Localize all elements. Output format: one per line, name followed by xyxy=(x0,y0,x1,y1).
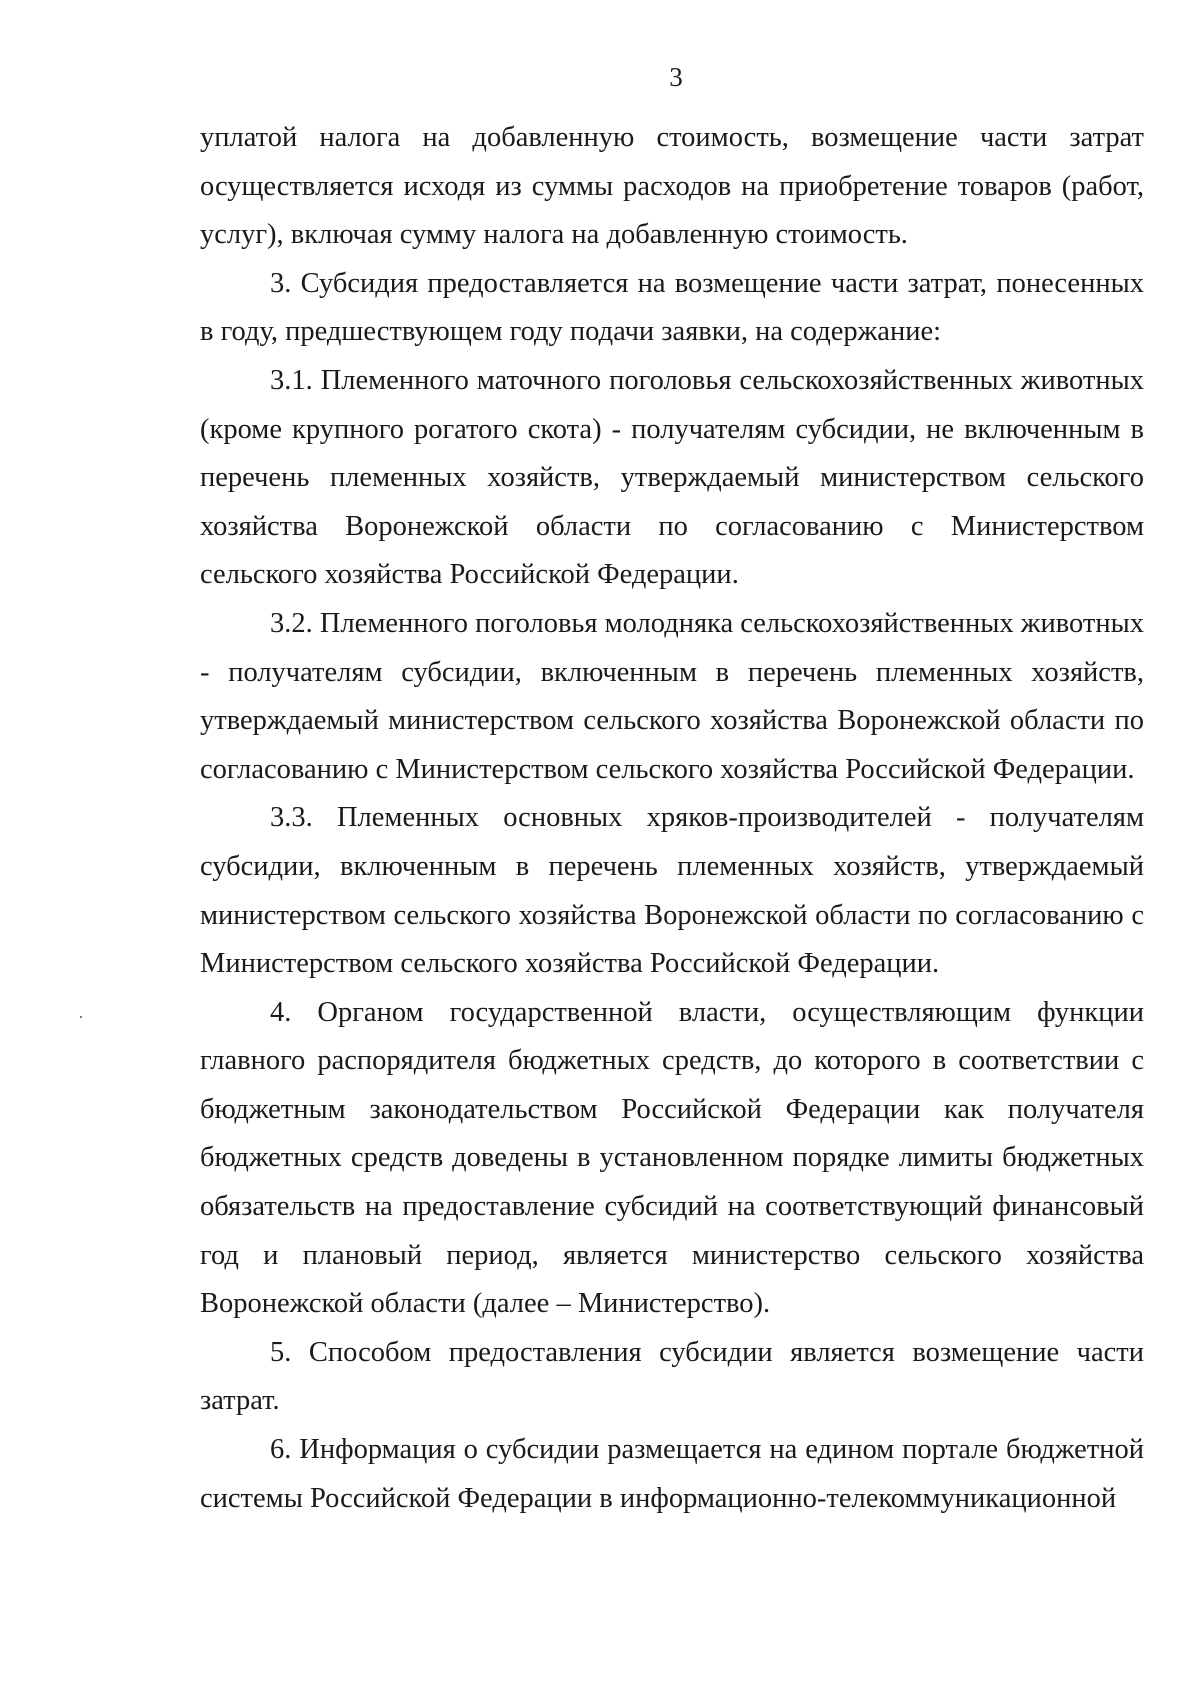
paragraph-3-1: 3.1. Племенного маточного поголовья сельскохозяйственных животных (кроме крупного рогатого скота) - получателям субсидии, не включенным в перечень племенных хозяйств, утверждаемый министерством сельского хозяйства Воронежской области по согласованию с Министерством сельского хозяйства Российской Федерации. xyxy=(200,364,1144,591)
paragraph-3-2: 3.2. Племенного поголовья молодняка сельскохозяйственных животных - получателям субсидии, включенным в перечень племенных хозяйств, утверждаемый министерством сельского хозяйства Воронежской области по согласованию с Министерством сельского хозяйства Российской Федерации. xyxy=(200,607,1144,785)
paragraph-5: 5. Способом предоставления субсидии является возмещение части затрат. xyxy=(200,1336,1144,1417)
document-body xyxy=(200,114,1144,1523)
paragraph-vat-continuation: уплатой налога на добавленную стоимость, возмещение части затрат осуществляется исходя из суммы расходов на приобретение товаров (работ, услуг), включая сумму налога на добавленную стоимость. xyxy=(200,122,1144,251)
scan-speck xyxy=(80,1016,82,1018)
paragraph-4: 4. Органом государственной власти, осуществляющим функции главного распорядителя бюджетных средств, до которого в соответствии с бюджетным законодательством Российской Федерации как получателя бюджетных средств доведены в установленном порядке лимиты бюджетных обязательств на предоставление субсидий на соответствующий финансовый год и плановый период, является министерство сельского хозяйства Воронежской области (далее – Министерство). xyxy=(200,996,1144,1320)
paragraph-3-3: 3.3. Племенных основных хряков-производителей - получателям субсидии, включенным в перечень племенных хозяйств, утверждаемый министерством сельского хозяйства Воронежской области по согласованию с Министерством сельского хозяйства Российской Федерации. xyxy=(200,802,1144,980)
page-number: 3 xyxy=(669,62,683,92)
paragraph-6: 6. Информация о субсидии размещается на едином портале бюджетной системы Российской Федерации в информационно-телекоммуникационной xyxy=(200,1434,1144,1514)
paragraph-3: 3. Субсидия предоставляется на возмещение части затрат, понесенных в году, предшествующем году подачи заявки, на содержание: xyxy=(200,267,1144,348)
